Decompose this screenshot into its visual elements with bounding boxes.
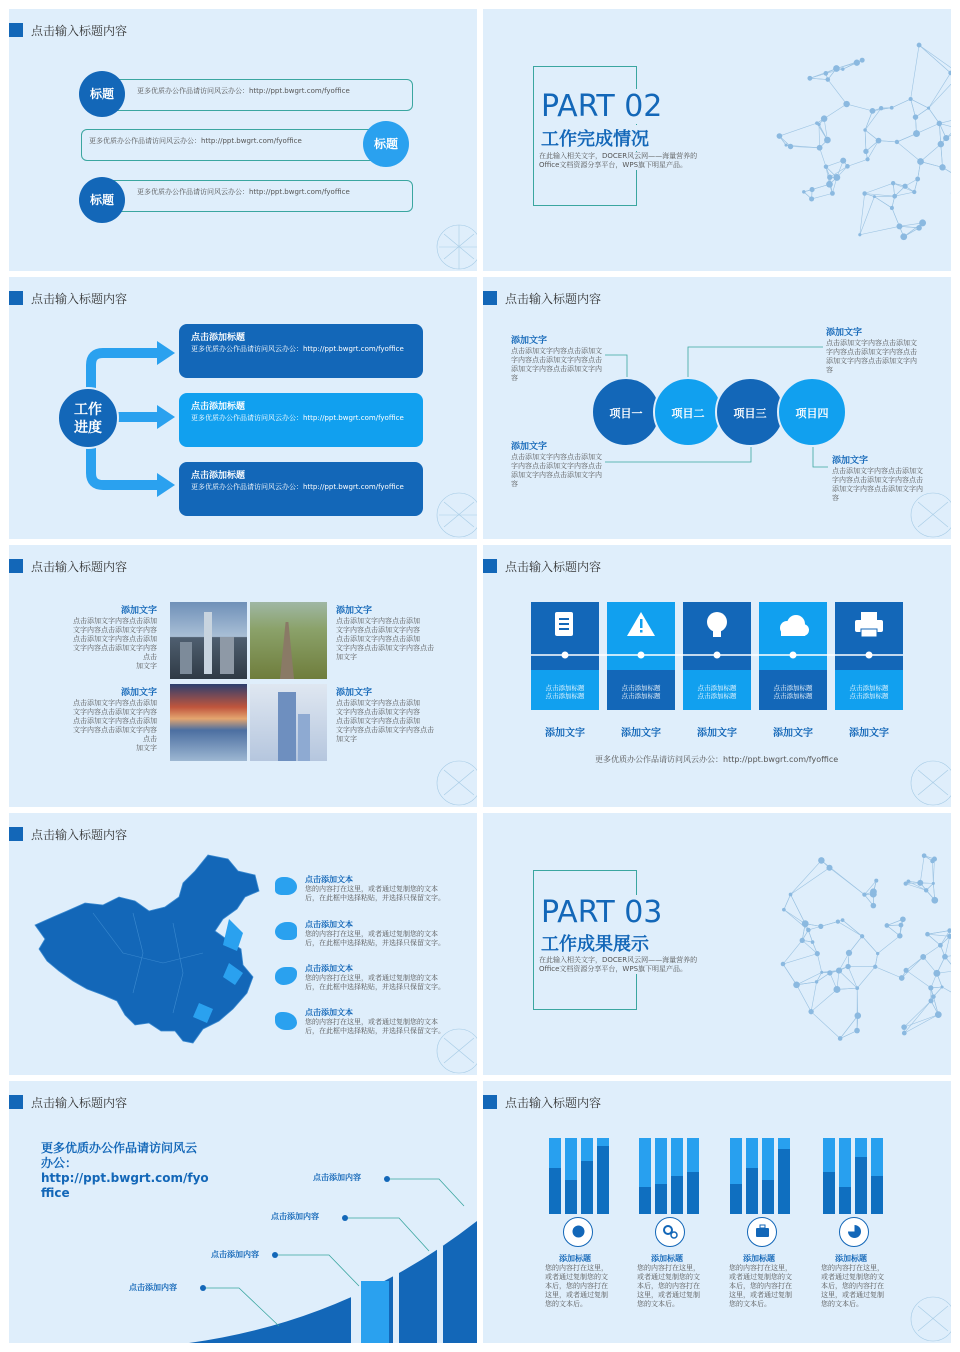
item-text: 更多优质办公作品请访问风云办公：http://ppt.bwgrt.com/fyoffice: [137, 188, 350, 196]
bar-fill: [746, 1168, 758, 1214]
content-card: 点击添加标题 更多优质办公作品请访问风云办公：http://ppt.bwgrt.com/fyoffice: [179, 462, 423, 516]
chart-label: 点击添加内容: [211, 1250, 259, 1259]
project-circle: 项目三: [715, 377, 785, 447]
part-number: PART 03: [541, 895, 663, 930]
slide-1: 点击输入标题内容 更多优质办公作品请访问风云办公：http://ppt.bwgrt.com/fyoffice 标题 更多优质办公作品请访问风云办公：http://ppt.bwgrt.com/fyoffice 标题 更多优质办公作品请访问风云办公：http://ppt.bwgrt.com/fyoffice 标题: [9, 9, 477, 271]
bar-fill: [639, 1187, 651, 1214]
content-card: 点击添加标题 更多优质办公作品请访问风云办公：http://ppt.bwgrt.com/fyoffice: [179, 393, 423, 447]
content-card: 点击添加标题 更多优质办公作品请访问风云办公：http://ppt.bwgrt.com/fyoffice: [179, 324, 423, 378]
note-block: 添加文字 点击添加文字内容点击添加文 字内容点击添加文字内容点击 添加文字内容点击添加文字内 容: [511, 442, 602, 488]
title-circle: 标题: [363, 121, 409, 167]
chart-pie-icon: [839, 1217, 869, 1247]
part-title: 工作完成情况: [541, 125, 649, 151]
slide-7: 点击输入标题内容 点击添加文本 您的内容打在这里，或者通过复制您的文本 后，在此框中选择粘贴，并选择只保留文字。 点击添加文本 您的内容打在这里，或者通过复制您的文本 后，在此框中选择粘贴，并选择只保留文字。 点击添加文本 您的内容打在这里，或者通过复制您的文本 后，在此框中选择粘贴，并选择只保留文字。 点击添加文本 您的内容打在这里，或者通过复制您的文本 后，在此框中选择粘贴，并选择只保留文字。: [9, 813, 477, 1075]
bar-fill: [687, 1172, 699, 1214]
tower-photo: [250, 684, 327, 761]
slide-2: [483, 9, 951, 271]
project-circle: 项目四: [777, 377, 847, 447]
slide-9: 点击输入标题内容 更多优质办公作品请访问风云 办公： http://ppt.bwgrt.com/fyo ffice 点击添加内容 点击添加内容 点击添加内容 点击添加内容: [9, 1081, 477, 1343]
briefcase-icon: [747, 1217, 777, 1247]
network-decoration: [434, 755, 477, 807]
item-text: 更多优质办公作品请访问风云办公：http://ppt.bwgrt.com/fyoffice: [137, 87, 350, 95]
timeline-line: [531, 649, 903, 661]
bar-fill: [671, 1176, 683, 1214]
info-block: 添加标题 您的内容打在这里， 或者通过复制您的文 本后，您的内容打在 这里，或者通过复制 您的文本后。: [821, 1254, 884, 1308]
bar-fill: [730, 1184, 742, 1214]
network-decoration: [908, 487, 951, 539]
network-decoration: [434, 219, 477, 271]
province-icon: [275, 922, 297, 940]
slide-8: [483, 813, 951, 1075]
part-desc: Office文档资源分享平台，WPS旗下明星产品。: [539, 965, 688, 973]
railway-photo: [250, 602, 327, 679]
slide-4: 点击输入标题内容 项目一 项目二 项目三 项目四 添加文字 点击添加文字内容点击添加文 字内容点击添加文字内容点击 添加文字内容点击添加文字内 容 添加文字 点击添加文字内容点击添加文 字内容点击添加文字内容点击 添加文字内容点击添加文字内 容 添加文字 点击添加文字内容点击添加文 字内容点击添加文字内容点击 添加文字内容点击添加文字内 容 添加文字 点击添加文字内容点击添加文 字内容点击添加文字内容点击 添加文字内容点击添加文字内 容: [483, 277, 951, 539]
bar-fill: [581, 1161, 593, 1214]
chart-label: 点击添加内容: [313, 1173, 361, 1182]
network-decoration: [434, 1023, 477, 1075]
sunset-photo: [170, 684, 247, 761]
promo-text: 更多优质办公作品请访问风云 办公： http://ppt.bwgrt.com/fyo ffice: [41, 1141, 209, 1200]
note-block: 添加文字 点击添加文字内容点击添加文 字内容点击添加文字内容点击 添加文字内容点击添加文字内 容: [826, 328, 917, 374]
province-icon: [275, 967, 297, 985]
bar-fill: [823, 1172, 835, 1214]
growth-chart: [9, 1081, 477, 1343]
text-item: 点击添加文本 您的内容打在这里，或者通过复制您的文本 后，在此框中选择粘贴，并选择只保留文字。: [305, 964, 445, 991]
note-block: 添加文字 点击添加文字内容点击添加文 字内容点击添加文字内容点击 添加文字内容点击添加文字内 容: [832, 456, 923, 502]
item-text: 更多优质办公作品请访问风云办公：http://ppt.bwgrt.com/fyoffice: [89, 137, 302, 145]
slide-5: 点击输入标题内容 添加文字 点击添加文字内容点击添加 文字内容点击添加文字内容 点击添加文字内容点击添加 文字内容点击添加文字内容点击 加文字 添加文字 点击添加文字内容点击添加 文字内容点击添加文字内容 点击添加文字内容点击添加 文字内容点击添加文字内容点击 加文字 添加文字 点击添加文字内容点击添加 文字内容点击添加文字内容 点击添加文字内容点击添加 文字内容点击添加文字内容点击 加文字 添加文字 点击添加文字内容点击添加 文字内容点击添加文字内容 点击添加文字内容点击添加 文字内容点击添加文字内容点击 加文字: [9, 545, 477, 807]
text-block: 添加文字 点击添加文字内容点击添加 文字内容点击添加文字内容 点击添加文字内容点击添加 文字内容点击添加文字内容点击 加文字: [336, 688, 434, 743]
province-icon: [275, 877, 297, 895]
network-sphere-decoration: [763, 813, 951, 1075]
globe-icon: [563, 1217, 593, 1247]
chart-label: 点击添加内容: [129, 1283, 177, 1292]
network-decoration: [908, 755, 951, 807]
part-title: 工作成果展示: [541, 930, 649, 956]
info-block: 添加标题 您的内容打在这里， 或者通过复制您的文 本后，您的内容打在 这里，或者通过复制 您的文本后。: [637, 1254, 700, 1308]
part-desc: Office文档资源分享平台，WPS旗下明星产品。: [539, 161, 688, 169]
bar-fill: [655, 1184, 667, 1214]
text-block: 添加文字 点击添加文字内容点击添加 文字内容点击添加文字内容 点击添加文字内容点击添加 文字内容点击添加文字内容点击 加文字: [336, 606, 434, 661]
bar-fill: [597, 1146, 609, 1214]
footer-text: 更多优质办公作品请访问风云办公：http://ppt.bwgrt.com/fyoffice: [595, 755, 839, 764]
china-map: [33, 853, 263, 1053]
network-decoration: [908, 1291, 951, 1343]
bar-fill: [565, 1180, 577, 1214]
note-block: 添加文字 点击添加文字内容点击添加文 字内容点击添加文字内容点击 添加文字内容点击添加文字内 容: [511, 336, 602, 382]
province-icon: [275, 1012, 297, 1030]
network-decoration: [434, 487, 477, 539]
slide-6: 点击输入标题内容 点击添加标题 点击添加标题 添加文字 点击添加标题 点击添加标题 添加文字 点击添加标题 点击添加标题 添加文字 点击添加标题 点击添加标题 添加文字 点击添加标题 点击添加标题 添加文字 更多优质办公作品请访问风云办公：http://ppt.bwgrt.com/fyoffice: [483, 545, 951, 807]
gears-icon: [655, 1217, 685, 1247]
text-item: 点击添加文本 您的内容打在这里，或者通过复制您的文本 后，在此框中选择粘贴，并选择只保留文字。: [305, 920, 445, 947]
text-block: 添加文字 点击添加文字内容点击添加 文字内容点击添加文字内容 点击添加文字内容点击添加 文字内容点击添加文字内容点击 加文字: [73, 606, 157, 670]
bar-fill: [855, 1157, 867, 1214]
info-block: 添加标题 您的内容打在这里， 或者通过复制您的文 本后，您的内容打在 这里，或者通过复制 您的文本后。: [545, 1254, 608, 1308]
bar-fill: [778, 1149, 790, 1214]
slide-3: 点击输入标题内容 工作 进度 点击添加标题 更多优质办公作品请访问风云办公：http://ppt.bwgrt.com/fyoffice 点击添加标题 更多优质办公作品请访问风云办公：http://ppt.bwgrt.com/fyoffice 点击添加标题 更多优质办公作品请访问风云办公：http://ppt.bwgrt.com/fyoffice: [9, 277, 477, 539]
part-desc: 在此输入相关文字，DOCER风云网——海量营养的: [539, 152, 698, 160]
bar-fill: [549, 1168, 561, 1214]
title-circle: 标题: [79, 71, 125, 117]
city-photo: [170, 602, 247, 679]
part-desc: 在此输入相关文字，DOCER风云网——海量营养的: [539, 956, 698, 964]
bar-fill: [839, 1187, 851, 1214]
info-block: 添加标题 您的内容打在这里， 或者通过复制您的文 本后，您的内容打在 这里，或者通过复制 您的文本后。: [729, 1254, 792, 1308]
network-sphere-decoration: [763, 9, 951, 271]
slide-10: 点击输入标题内容 添加标题 您的内容打在这里， 或者通过复制您的文 本后，您的内容打在 这里，或者通过复制 您的文本后。 添加标题 您的内容打在这里， 或者通过复制您的文 本后，您的内容打在 这里，或者通过复制 您的文本后。 添加标题 您的内容打在这里， 或者通过复制您的文 本后，您的内容打在 这里，或者通过复制 您的文本后。 添加标题 您的内容打在这里， 或者通过复制您的文 本后，您的内容打在 这里，或者通过复制 您的文本后。: [483, 1081, 951, 1343]
bar-fill: [762, 1180, 774, 1214]
project-circle: 项目一: [591, 377, 661, 447]
text-block: 添加文字 点击添加文字内容点击添加 文字内容点击添加文字内容 点击添加文字内容点击添加 文字内容点击添加文字内容点击 加文字: [73, 688, 157, 752]
chart-label: 点击添加内容: [271, 1212, 319, 1221]
text-item: 点击添加文本 您的内容打在这里，或者通过复制您的文本 后，在此框中选择粘贴，并选择只保留文字。: [305, 875, 445, 902]
center-circle: 工作 进度: [57, 387, 119, 449]
title-circle: 标题: [79, 177, 125, 223]
project-circle: 项目二: [653, 377, 723, 447]
part-number: PART 02: [541, 89, 663, 124]
text-item: 点击添加文本 您的内容打在这里，或者通过复制您的文本 后，在此框中选择粘贴，并选择只保留文字。: [305, 1008, 445, 1035]
bar-fill: [871, 1176, 883, 1214]
